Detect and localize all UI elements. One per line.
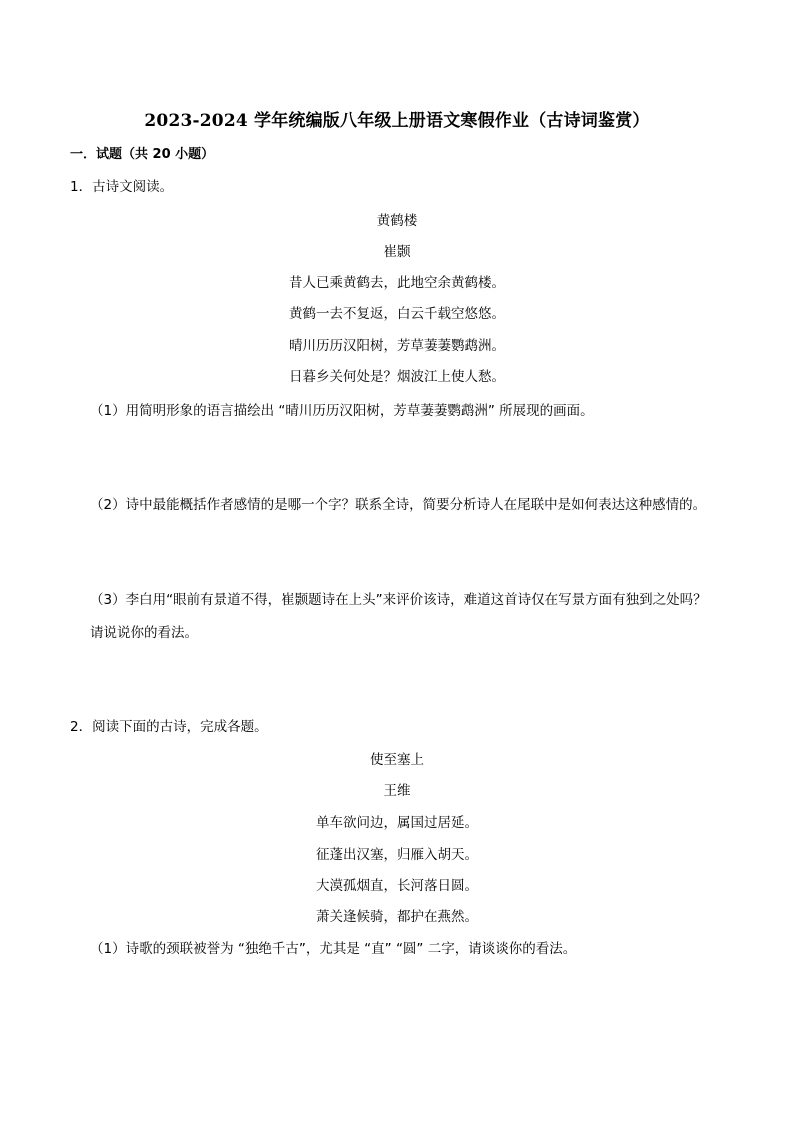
poem-2-line: 单车欲问边，属国过居延。 (316, 815, 478, 831)
poem-2-line: 大漠孤烟直，长河落日圆。 (316, 878, 478, 894)
poem-1-line: 黄鹤一去不复返，白云千载空悠悠。 (289, 306, 505, 322)
question-1-sub-3: （3）李白用“眼前有景道不得，崔颢题诗在上头”来评价该诗，难道这首诗仅在写景方面有独到之处吗？ (90, 592, 707, 608)
poem-2-title: 使至塞上 (370, 752, 424, 768)
poem-1-line: 晴川历历汉阳树，芳草萋萋鹦鹉洲。 (289, 338, 505, 354)
poem-1-line: 昔人已乘黄鹤去，此地空余黄鹤楼。 (289, 275, 505, 291)
question-1-prompt: 1．古诗文阅读。 (70, 179, 174, 195)
section-heading: 一．试题（共 20 小题） (70, 147, 215, 162)
document-title: 2023-2024 学年统编版八年级上册语文寒假作业（古诗词鉴赏） (144, 111, 650, 131)
poem-1-line: 日暮乡关何处是？烟波江上使人愁。 (289, 369, 505, 385)
question-2-sub-1: （1）诗歌的颈联被誉为 “独绝千古”，尤其是 “直” “圆” 二字，请谈谈你的看法。 (90, 941, 577, 957)
question-1-sub-1: （1）用简明形象的语言描绘出 “晴川历历汉阳树，芳草萋萋鹦鹉洲” 所展现的画面。 (90, 403, 594, 419)
poem-2-line: 萧关逢候骑，都护在燕然。 (316, 909, 478, 925)
question-1-sub-3-continuation: 请说说你的看法。 (90, 625, 198, 641)
poem-2-line: 征蓬出汉塞，归雁入胡天。 (316, 847, 478, 863)
poem-2-author: 王维 (383, 783, 411, 799)
poem-1-title: 黄鹤楼 (376, 213, 418, 229)
question-2-prompt: 2．阅读下面的古诗，完成各题。 (70, 719, 268, 735)
question-1-sub-2: （2）诗中最能概括作者感情的是哪一个字？联系全诗，简要分析诗人在尾联中是如何表达这种感情的。 (90, 497, 707, 513)
poem-1-author: 崔颢 (383, 244, 411, 260)
